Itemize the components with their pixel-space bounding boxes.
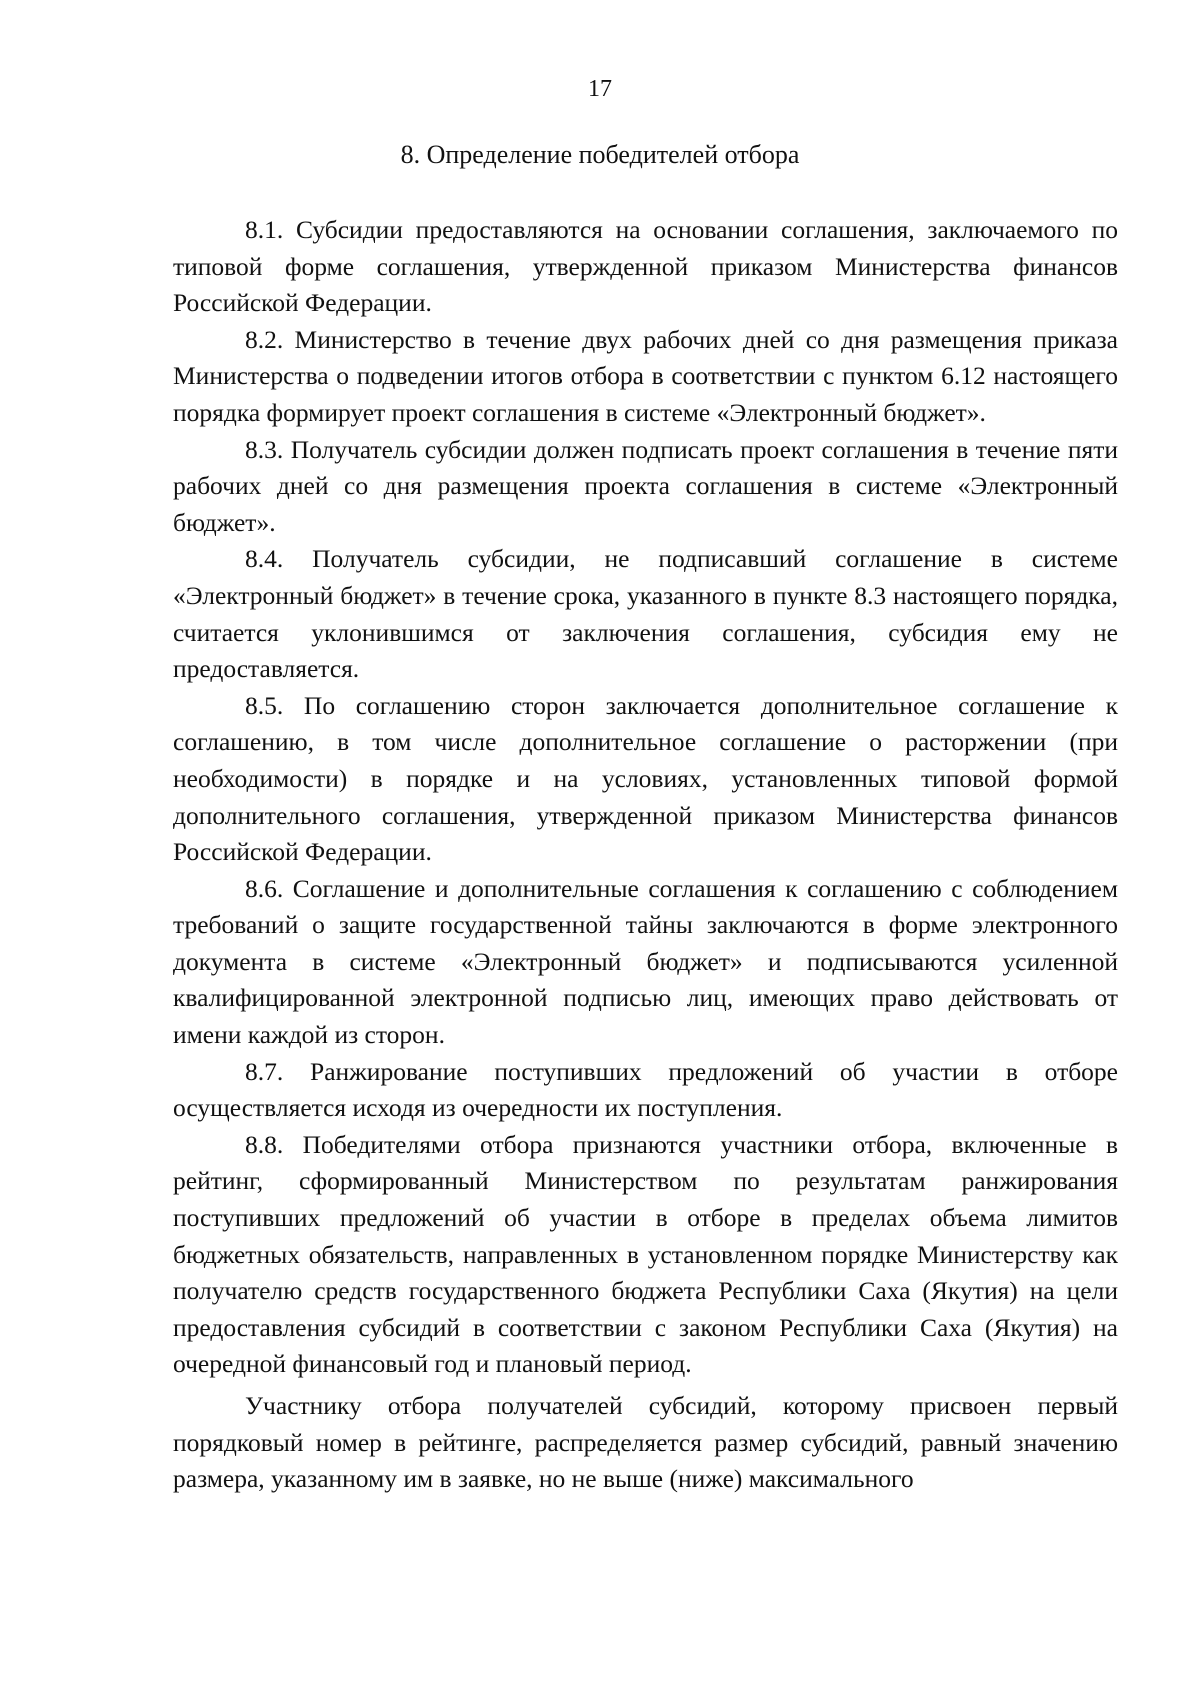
paragraph-8-4: 8.4. Получатель субсидии, не подписавший соглашение в системе «Электронный бюджет» в течение срока, указанного в пункте 8.3 настоящего порядка, считается уклонившимся от заключения соглашения, субсидия ему не предоставляется. (173, 544, 1118, 684)
document-body (173, 212, 1118, 1498)
paragraph-8-8: 8.8. Победителями отбора признаются участники отбора, включенные в рейтинг, сформированный Министерством по результатам ранжирования поступивших предложений об участии в отборе в пределах объема лимитов бюджетных обязательств, направленных в установленном порядке Министерству как получателю средств государственного бюджета Республики Саха (Якутия) на цели предоставления субсидий в соответствии с законом Республики Саха (Якутия) на очередной финансовый год и плановый период. (173, 1129, 1118, 1379)
paragraph-8-1: 8.1. Субсидии предоставляются на основании соглашения, заключаемого по типовой форме соглашения, утвержденной приказом Министерства финансов Российской Федерации. (173, 215, 1118, 318)
paragraph-8-2: 8.2. Министерство в течение двух рабочих дней со дня размещения приказа Министерства о подведении итогов отбора в соответствии с пунктом 6.12 настоящего порядка формирует проект соглашения в системе «Электронный бюджет». (173, 324, 1118, 427)
paragraph-first-rank: Участнику отбора получателей субсидий, которому присвоен первый порядковый номер в рейтинге, распределяется размер субсидий, равный значению размера, указанному им в заявке, но не выше (ниже) максимального (173, 1391, 1118, 1494)
paragraph-8-5: 8.5. По соглашению сторон заключается дополнительное соглашение к соглашению, в том числе дополнительное соглашение о расторжении (при необходимости) в порядке и на условиях, установленных типовой формой дополнительного соглашения, утвержденной приказом Министерства финансов Российской Федерации. (173, 690, 1118, 867)
page-number: 17 (588, 76, 612, 102)
paragraph-8-3: 8.3. Получатель субсидии должен подписать проект соглашения в течение пяти рабочих дней со дня размещения проекта соглашения в системе «Электронный бюджет». (173, 434, 1118, 537)
paragraph-8-7: 8.7. Ранжирование поступивших предложений об участии в отборе осуществляется исходя из очередности их поступления. (173, 1056, 1118, 1123)
section-title: 8. Определение победителей отбора (400, 140, 800, 169)
paragraph-8-6: 8.6. Соглашение и дополнительные соглашения к соглашению с соблюдением требований о защите государственной тайны заключаются в форме электронного документа в системе «Электронный бюджет» и подписываются усиленной квалифицированной электронной подписью лиц, имеющих право действовать от имени каждой из сторон. (173, 873, 1118, 1050)
